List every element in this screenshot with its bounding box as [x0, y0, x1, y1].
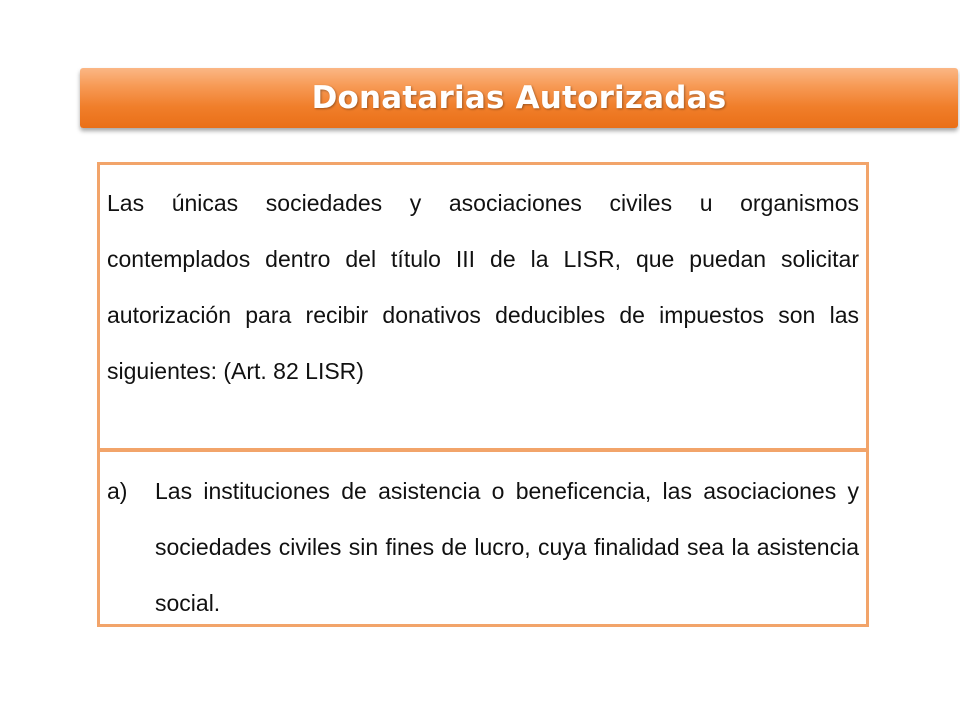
intro-paragraph: Las únicas sociedades y asociaciones civiles u organismos contemplados dentro del título III de la LISR, que puedan solicitar autorización para recibir donativos deducibles de impuestos son las siguientes: (Art. 82 LISR) [107, 190, 859, 384]
list-item-text: Las instituciones de asistencia o beneficencia, las asociaciones y sociedades civiles sin fines de lucro, cuya finalidad sea la asistencia social. [155, 478, 859, 616]
list-box [97, 449, 869, 627]
list-item [107, 463, 859, 631]
page-title: Donatarias Autorizadas [311, 80, 727, 116]
title-banner [80, 68, 958, 128]
intro-box [97, 162, 869, 451]
list-marker: a) [107, 478, 128, 504]
